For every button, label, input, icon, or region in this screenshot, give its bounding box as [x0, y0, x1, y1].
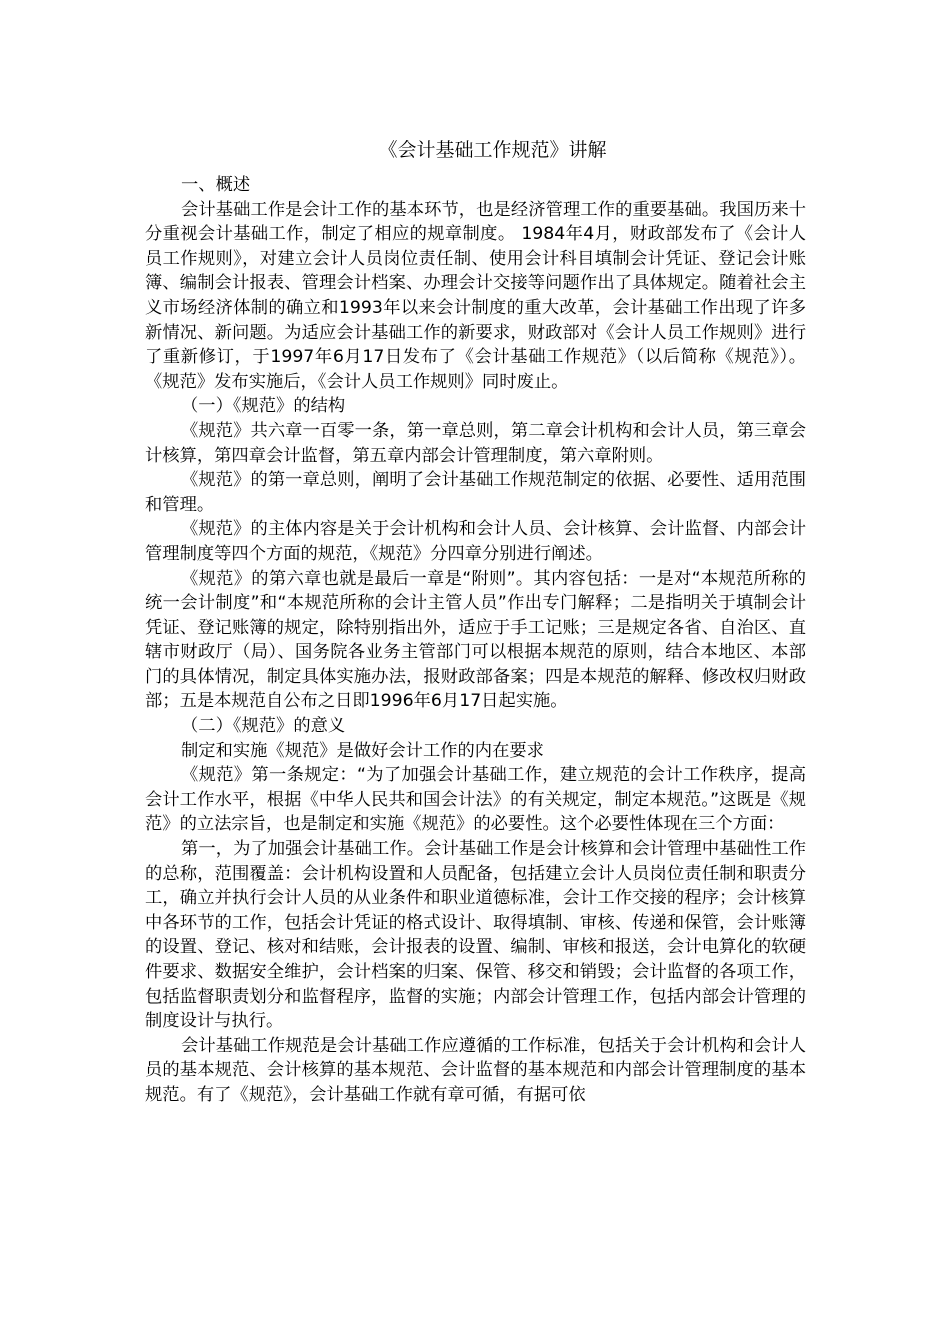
paragraph: 《规范》的第六章也就是最后一章是“附则”。其内容包括：一是对“本规范所称的统一会计制度”和“本规范所称的会计主管人员”作出专门解释；二是指明关于填制会计凭证、登记账簿的规定，除特别指出外，适应于手工记账；三是规定各省、自治区、直辖市财政厅（局）、国务院各业务主管部门可以根据本规范的原则，结合本地区、本部门的具体情况，制定具体实施办法，报财政部备案；四是本规范的解释、修改权归财政部；五是本规范自公布之日即1996年6月17日起实施。	[145, 568, 806, 712]
subsection-heading-significance: （二）《规范》的意义	[181, 716, 346, 737]
paragraph: 会计基础工作是会计工作的基本环节，也是经济管理工作的重要基础。我国历来十分重视会计基础工作，制定了相应的规章制度。 1984年4月，财政部发布了《会计人员工作规则》，对建立会计人员岗位责任制、使用会计科目填制会计凭证、登记会计账簿、编制会计报表、管理会计档案、办理会计交接等问题作出了具体规定。随着社会主义市场经济体制的确立和1993年以来会计制度的重大改革，会计基础工作出现了许多新情况、新问题。为适应会计基础工作的新要求，财政部对《会计人员工作规则》进行了重新修订，于1997年6月17日发布了《会计基础工作规范》（以后简称《规范》）。《规范》发布实施后，《会计人员工作规则》同时废止。	[145, 199, 806, 392]
paragraph: 《规范》第一条规定：“为了加强会计基础工作，建立规范的会计工作秩序，提高会计工作水平，根据《中华人民共和国会计法》的有关规定，制定本规范。”这既是《规范》的立法宗旨，也是制定和实施《规范》的必要性。这个必要性体现在三个方面：	[145, 765, 806, 835]
subsection-subheading: 制定和实施《规范》是做好会计工作的内在要求	[181, 740, 544, 761]
paragraph: 会计基础工作规范是会计基础工作应遵循的工作标准，包括关于会计机构和会计人员的基本规范、会计核算的基本规范、会计监督的基本规范和内部会计管理制度的基本规范。有了《规范》，会计基础工作就有章可循，有据可依	[145, 1035, 806, 1105]
document-page	[145, 138, 806, 1108]
paragraph: 《规范》的主体内容是关于会计机构和会计人员、会计核算、会计监督、内部会计管理制度等四个方面的规范，《规范》分四章分别进行阐述。	[145, 519, 806, 564]
paragraph: 《规范》共六章一百零一条，第一章总则，第二章会计机构和会计人员，第三章会计核算，第四章会计监督，第五章内部会计管理制度，第六章附则。	[145, 420, 806, 466]
document-title: 《会计基础工作规范》讲解	[378, 139, 607, 161]
section-heading-overview: 一、概述	[181, 175, 251, 195]
paragraph: 《规范》的第一章总则，阐明了会计基础工作规范制定的依据、必要性、适用范围和管理。	[145, 470, 806, 515]
paragraph: 第一，为了加强会计基础工作。会计基础工作是会计核算和会计管理中基础性工作的总称，范围覆盖：会计机构设置和人员配备，包括建立会计人员岗位责任制和职责分工，确立并执行会计人员的从业条件和职业道德标准，会计工作交接的程序；会计核算中各环节的工作，包括会计凭证的格式设计、取得填制、审核、传递和保管，会计账簿的设置、登记、核对和结账，会计报表的设置、编制、审核和报送，会计电算化的软硬件要求、数据安全维护，会计档案的归案、保管、移交和销毁；会计监督的各项工作，包括监督职责划分和监督程序，监督的实施；内部会计管理工作，包括内部会计管理的制度设计与执行。	[145, 839, 806, 1032]
subsection-heading-structure: （一）《规范》的结构	[181, 396, 346, 417]
